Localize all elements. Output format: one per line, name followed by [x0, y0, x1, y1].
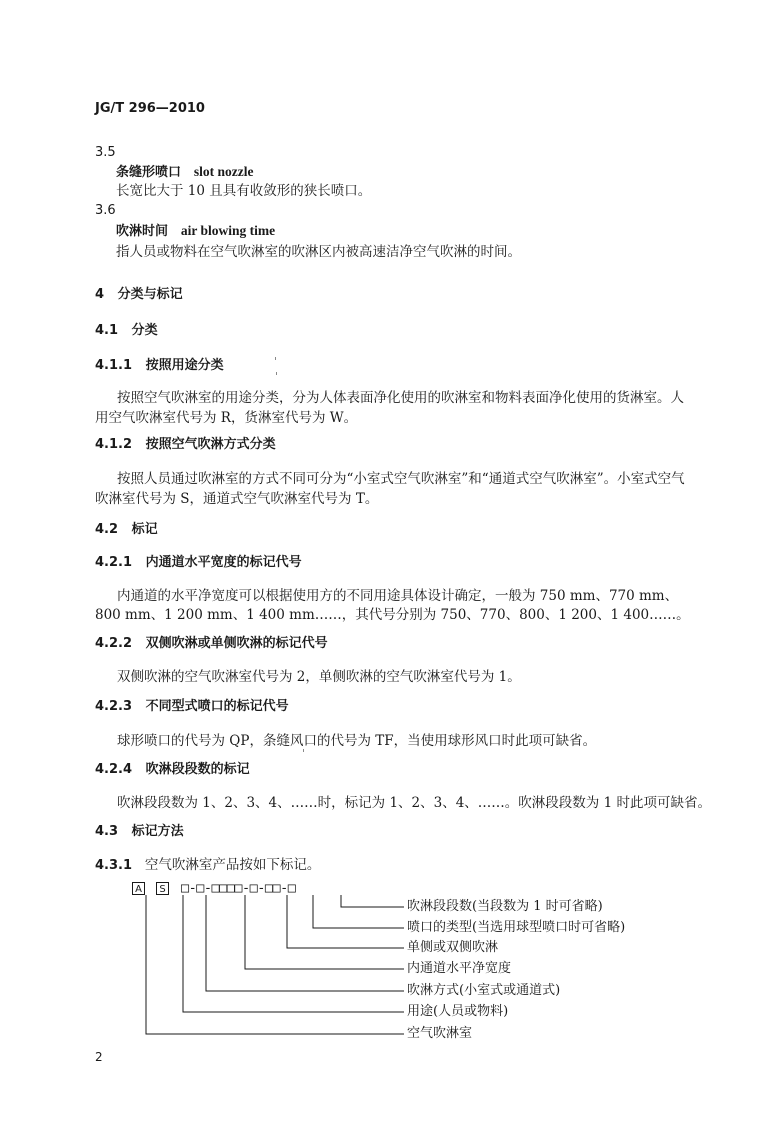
term-en: slot nozzle	[193, 164, 254, 179]
leader-line-width	[245, 895, 404, 969]
section-number: 4.2.1	[95, 555, 133, 570]
definition-3-5: 长宽比大于 10 且具有收敛形的狭长喷口。	[116, 183, 372, 199]
leader-line-stages	[341, 895, 404, 907]
standard-code: JG/T 296—2010	[95, 101, 205, 116]
marking-code: □-□-□□□□-□-□□-□	[181, 880, 296, 896]
term-cn: 吹淋时间	[116, 224, 169, 239]
section-number: 4.2.4	[95, 762, 133, 777]
section-title: 标记	[131, 522, 158, 537]
leader-line-side	[287, 895, 404, 948]
leader-line-nozzle	[313, 895, 404, 928]
diagram-label: 单侧或双侧吹淋	[407, 940, 499, 955]
section-title: 吹淋段段数的标记	[145, 762, 250, 777]
diagram-label: 内通道水平净宽度	[407, 961, 512, 976]
section-number: 4	[95, 287, 105, 302]
section-number: 4.1.1	[95, 358, 133, 373]
box-a: A	[132, 882, 145, 895]
paragraph-4-1-1-line2: 用空气吹淋室代号为 R，货淋室代号为 W。	[95, 410, 358, 426]
term-en: air blowing time	[180, 223, 276, 238]
leader-line-use	[183, 895, 404, 1012]
section-number: 4.2	[95, 522, 119, 537]
section-number: 4.2.2	[95, 636, 133, 651]
paragraph-4-2-1-line1: 内通道的水平净宽度可以根据使用方的不同用途具体设计确定，一般为 750 mm、770 mm、	[117, 588, 679, 604]
section-title: 标记方法	[131, 824, 184, 839]
section-number-3-6: 3.6	[95, 203, 116, 218]
section-number: 4.3	[95, 824, 119, 839]
section-number-3-5: 3.5	[95, 145, 116, 160]
section-title: 按照空气吹淋方式分类	[145, 437, 276, 452]
paragraph-4-2-1-line2: 800 mm、1 200 mm、1 400 mm……，其代号分别为 750、770、800、1 200、1 400……。	[95, 607, 690, 623]
diagram-label: 用途(人员或物料)	[407, 1004, 509, 1019]
box-s: S	[156, 882, 169, 895]
paragraph-4-1-1-line1: 按照空气吹淋室的用途分类，分为人体表面净化使用的吹淋室和物料表面净化使用的货淋室。人	[117, 390, 684, 406]
diagram-label: 喷口的类型(当选用球型喷口时可省略)	[407, 920, 626, 935]
section-number: 4.1.2	[95, 437, 133, 452]
section-title: 不同型式喷口的标记代号	[145, 699, 289, 714]
diagram-label: 空气吹淋室	[407, 1026, 473, 1041]
definition-3-6: 指人员或物料在空气吹淋室的吹淋区内被高速洁净空气吹淋的时间。	[116, 244, 521, 260]
diagram-label: 吹淋段段数(当段数为 1 时可省略)	[407, 899, 603, 914]
paragraph-4-1-2-line2: 吹淋室代号为 S，通道式空气吹淋室代号为 T。	[95, 491, 379, 507]
section-title: 双侧吹淋或单侧吹淋的标记代号	[145, 636, 328, 651]
section-number: 4.1	[95, 323, 119, 338]
paragraph-4-2-4: 吹淋段段数为 1、2、3、4、……时，标记为 1、2、3、4、……。吹淋段段数为 1 时此项可缺省。	[117, 795, 711, 811]
section-title: 按照用途分类	[145, 358, 224, 373]
paragraph-4-2-3: 球形喷口的代号为 QP，条缝风口的代号为 TF，当使用球形风口时此项可缺省。	[117, 733, 597, 749]
paragraph-4-1-2-line1: 按照人员通过吹淋室的方式不同可分为“小室式空气吹淋室”和“通道式空气吹淋室”。小室式空气	[117, 471, 685, 487]
page-number: 2	[95, 1050, 103, 1064]
paragraph-4-2-2: 双侧吹淋的空气吹淋室代号为 2，单侧吹淋的空气吹淋室代号为 1。	[117, 669, 521, 685]
section-title: 内通道水平宽度的标记代号	[145, 555, 302, 570]
section-text: 空气吹淋室产品按如下标记。	[144, 857, 321, 873]
section-number: 4.3.1	[95, 858, 133, 873]
section-number: 4.2.3	[95, 699, 133, 714]
section-title: 分类与标记	[117, 287, 183, 302]
leader-line-mode	[206, 895, 404, 991]
section-title: 分类	[131, 323, 158, 338]
leader-line-room	[146, 895, 404, 1034]
diagram-label: 吹淋方式(小室式或通道式)	[407, 983, 561, 998]
term-cn: 条缝形喷口	[116, 165, 182, 180]
